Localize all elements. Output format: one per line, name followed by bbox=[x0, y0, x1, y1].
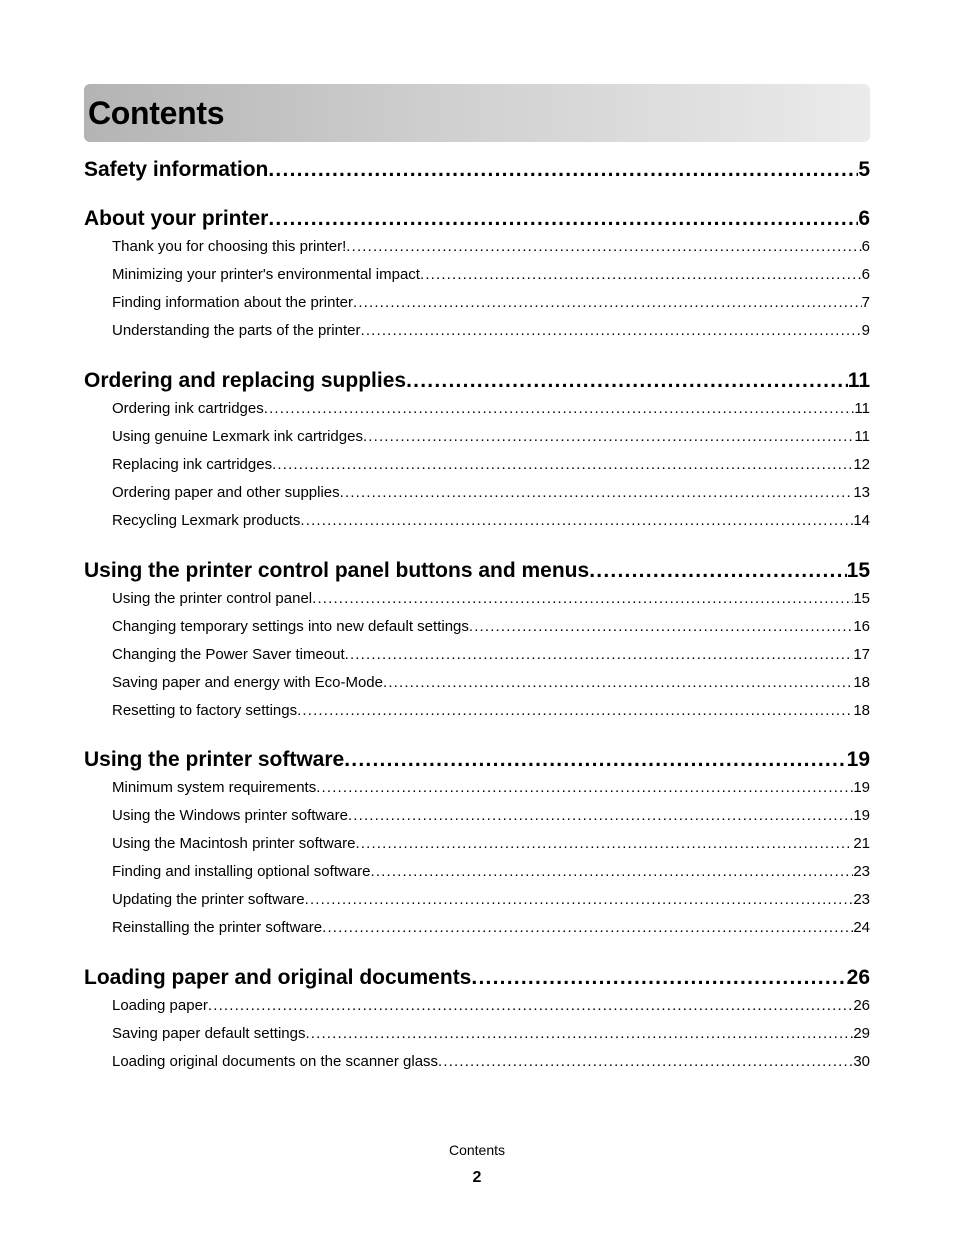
toc-entry-page: 23 bbox=[853, 863, 870, 880]
toc-entry-page: 18 bbox=[853, 702, 870, 719]
toc-entry-page: 17 bbox=[853, 646, 870, 663]
toc-section[interactable] bbox=[84, 368, 870, 394]
toc-entry[interactable] bbox=[112, 890, 870, 910]
dot-leader bbox=[340, 483, 854, 503]
toc-entry-title: Updating the printer software bbox=[112, 891, 305, 908]
dot-leader bbox=[305, 1024, 853, 1044]
toc-entry-page: 11 bbox=[854, 428, 870, 445]
dot-leader bbox=[589, 558, 846, 584]
dot-leader bbox=[322, 918, 853, 938]
toc-entry[interactable] bbox=[112, 321, 870, 341]
toc-entry[interactable] bbox=[112, 483, 870, 503]
toc-section-title: Using the printer control panel buttons and menus bbox=[84, 559, 590, 582]
dot-leader bbox=[371, 862, 854, 882]
toc-section-page: 11 bbox=[847, 369, 870, 392]
toc-entry-page: 19 bbox=[853, 779, 870, 796]
dot-leader bbox=[300, 511, 853, 531]
toc-entry-page: 14 bbox=[853, 512, 870, 529]
toc-entry-title: Using the Macintosh printer software bbox=[112, 835, 356, 852]
toc-entry-page: 30 bbox=[853, 1053, 870, 1070]
toc-entry[interactable] bbox=[112, 617, 870, 637]
toc-section-page: 5 bbox=[858, 158, 870, 181]
dot-leader bbox=[208, 996, 853, 1016]
toc-entry-page: 26 bbox=[853, 997, 870, 1014]
toc-section[interactable] bbox=[84, 747, 870, 773]
toc-entry-title: Using the Windows printer software bbox=[112, 807, 348, 824]
toc-entry[interactable] bbox=[112, 834, 870, 854]
toc-entry-title: Finding information about the printer bbox=[112, 294, 353, 311]
toc-entry-page: 13 bbox=[853, 484, 870, 501]
toc-entry-title: Reinstalling the printer software bbox=[112, 919, 323, 936]
toc-section-title: Loading paper and original documents bbox=[84, 966, 472, 989]
dot-leader bbox=[353, 293, 862, 313]
toc-entry-title: Minimizing your printer's environmental impact bbox=[112, 266, 420, 283]
toc-entry[interactable] bbox=[112, 589, 870, 609]
dot-leader bbox=[355, 834, 853, 854]
toc-entry[interactable] bbox=[112, 1024, 870, 1044]
footer-label: Contents bbox=[448, 1142, 506, 1158]
toc-section[interactable] bbox=[84, 157, 870, 183]
toc-entry[interactable] bbox=[112, 293, 870, 313]
toc-entry-page: 18 bbox=[853, 674, 870, 691]
toc-entry-page: 6 bbox=[861, 266, 870, 283]
toc-entry-title: Understanding the parts of the printer bbox=[112, 322, 361, 339]
page-title: Contents bbox=[88, 95, 225, 131]
toc-entry[interactable] bbox=[112, 918, 870, 938]
dot-leader bbox=[264, 399, 855, 419]
toc-entry-page: 16 bbox=[853, 618, 870, 635]
dot-leader bbox=[438, 1052, 853, 1072]
toc-entry[interactable] bbox=[112, 701, 870, 721]
dot-leader bbox=[383, 673, 853, 693]
toc-entry[interactable] bbox=[112, 237, 870, 257]
dot-leader bbox=[268, 206, 858, 232]
toc-entry[interactable] bbox=[112, 862, 870, 882]
toc-entry-title: Thank you for choosing this printer! bbox=[112, 238, 347, 255]
toc-entry-page: 11 bbox=[854, 400, 870, 417]
toc-section-title: About your printer bbox=[84, 207, 269, 230]
toc-entry[interactable] bbox=[112, 673, 870, 693]
dot-leader bbox=[312, 589, 853, 609]
toc-entry-title: Recycling Lexmark products bbox=[112, 512, 301, 529]
toc-entry-page: 19 bbox=[853, 807, 870, 824]
toc-entry-page: 23 bbox=[853, 891, 870, 908]
dot-leader bbox=[316, 778, 853, 798]
toc-entry[interactable] bbox=[112, 806, 870, 826]
dot-leader bbox=[345, 645, 854, 665]
toc-entry-page: 9 bbox=[861, 322, 870, 339]
toc-entry[interactable] bbox=[112, 427, 870, 447]
toc-entry-page: 21 bbox=[853, 835, 870, 852]
dot-leader bbox=[268, 157, 858, 183]
toc-entry-title: Saving paper and energy with Eco-Mode bbox=[112, 674, 383, 691]
toc-section-page: 6 bbox=[858, 207, 870, 230]
toc-section[interactable] bbox=[84, 965, 870, 991]
toc-section[interactable] bbox=[84, 206, 870, 232]
dot-leader bbox=[297, 701, 853, 721]
dot-leader bbox=[344, 747, 846, 773]
toc-entry[interactable] bbox=[112, 399, 870, 419]
toc-entry-title: Finding and installing optional software bbox=[112, 863, 371, 880]
dot-leader bbox=[348, 806, 853, 826]
toc-section-title: Ordering and replacing supplies bbox=[84, 369, 407, 392]
toc-section-page: 19 bbox=[846, 748, 870, 771]
toc-entry-title: Using the printer control panel bbox=[112, 590, 313, 607]
toc-entry[interactable] bbox=[112, 1052, 870, 1072]
toc-entry[interactable] bbox=[112, 645, 870, 665]
toc-section-page: 26 bbox=[846, 966, 870, 989]
toc-entry-title: Loading paper bbox=[112, 997, 208, 1014]
toc-entry[interactable] bbox=[112, 265, 870, 285]
toc-entry-title: Ordering paper and other supplies bbox=[112, 484, 340, 501]
toc-entry-title: Saving paper default settings bbox=[112, 1025, 306, 1042]
toc-entry[interactable] bbox=[112, 996, 870, 1016]
dot-leader bbox=[469, 617, 853, 637]
toc-entry-title: Ordering ink cartridges bbox=[112, 400, 264, 417]
toc-entry-title: Resetting to factory settings bbox=[112, 702, 298, 719]
contents-banner bbox=[84, 84, 870, 142]
dot-leader bbox=[272, 455, 853, 475]
dot-leader bbox=[346, 237, 861, 257]
toc-entry-page: 12 bbox=[853, 456, 870, 473]
toc-entry[interactable] bbox=[112, 778, 870, 798]
dot-leader bbox=[406, 368, 848, 394]
toc-section-page: 15 bbox=[846, 559, 870, 582]
toc-entry-title: Minimum system requirements bbox=[112, 779, 317, 796]
toc-entry-title: Loading original documents on the scanner glass bbox=[112, 1053, 439, 1070]
toc-entry-page: 29 bbox=[853, 1025, 870, 1042]
toc-entry[interactable] bbox=[112, 455, 870, 475]
dot-leader bbox=[471, 965, 846, 991]
toc-entry-title: Changing temporary settings into new default settings bbox=[112, 618, 469, 635]
toc-entry-title: Using genuine Lexmark ink cartridges bbox=[112, 428, 363, 445]
dot-leader bbox=[360, 321, 861, 341]
toc-entry[interactable] bbox=[112, 511, 870, 531]
toc-section-title: Safety information bbox=[84, 158, 269, 181]
dot-leader bbox=[363, 427, 854, 447]
toc-section-title: Using the printer software bbox=[84, 748, 345, 771]
dot-leader bbox=[420, 265, 862, 285]
toc-entry-page: 15 bbox=[853, 590, 870, 607]
toc-entry-title: Changing the Power Saver timeout bbox=[112, 646, 345, 663]
toc-entry-title: Replacing ink cartridges bbox=[112, 456, 273, 473]
dot-leader bbox=[305, 890, 854, 910]
toc-entry-page: 7 bbox=[861, 294, 870, 311]
toc-entry-page: 6 bbox=[861, 238, 870, 255]
toc-section[interactable] bbox=[84, 558, 870, 584]
footer-page-number: 2 bbox=[472, 1169, 482, 1186]
toc-entry-page: 24 bbox=[853, 919, 870, 936]
